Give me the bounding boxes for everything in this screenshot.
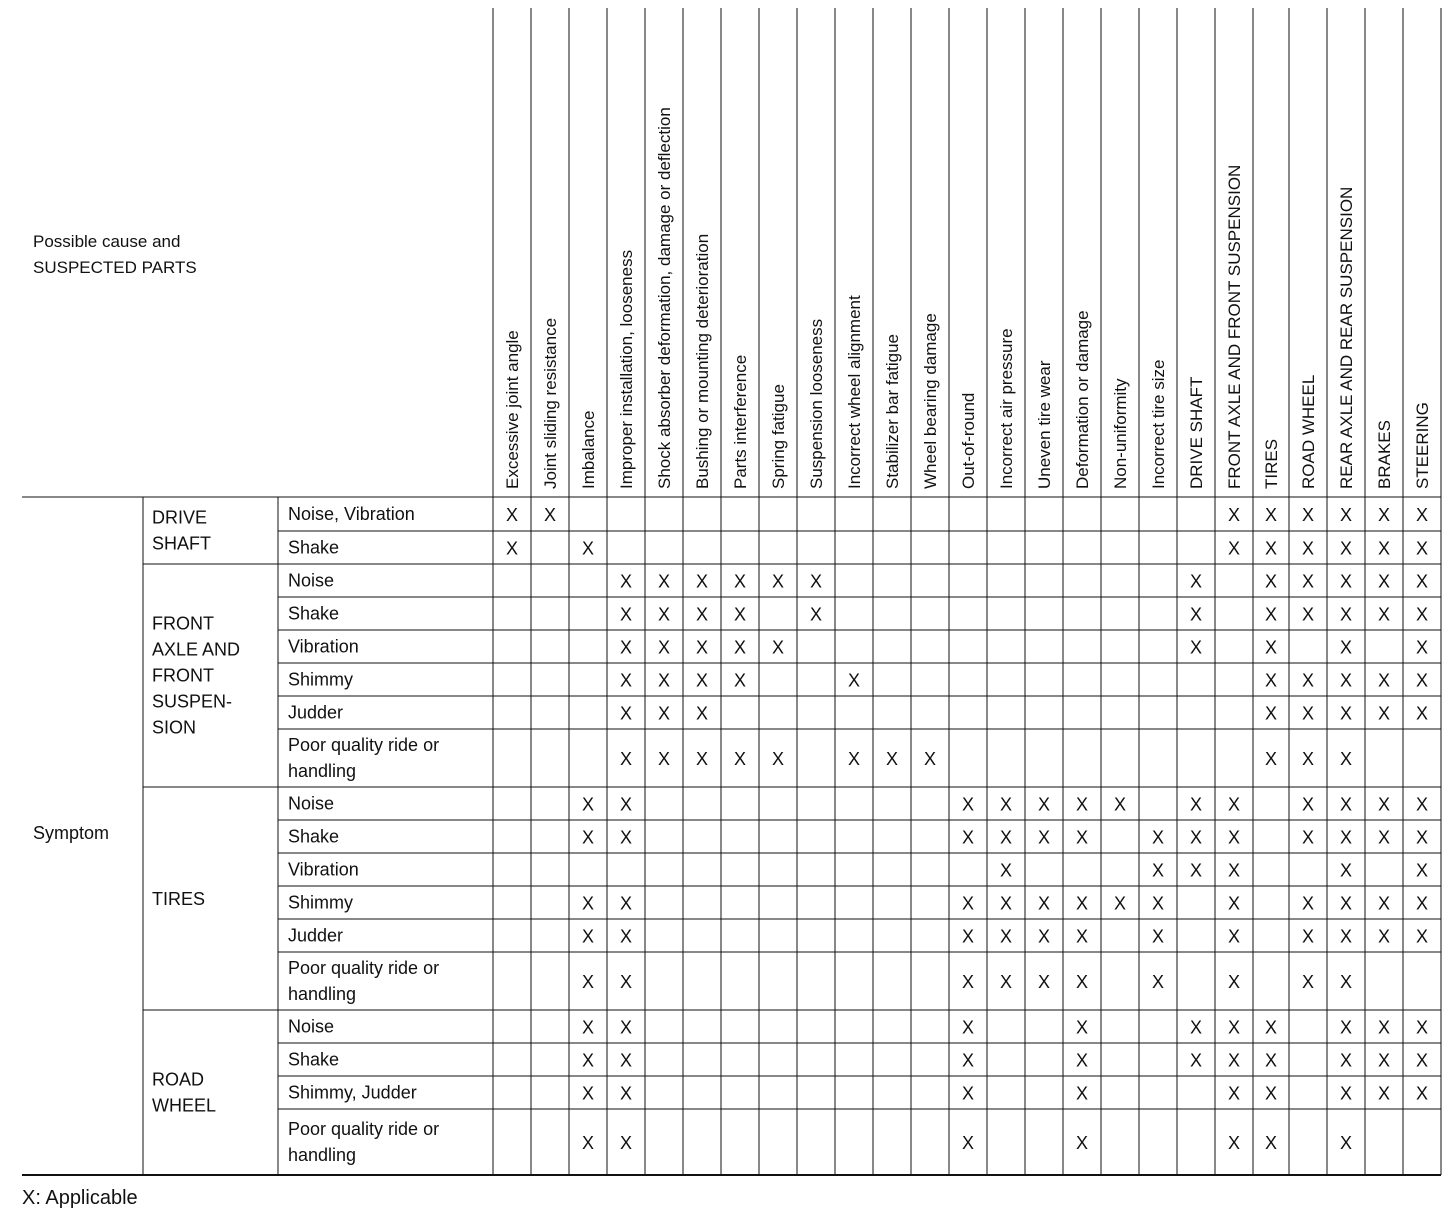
symptom-label: Noise [288,1016,335,1037]
applicable-mark: X [1227,1050,1241,1071]
applicable-mark: X [1227,972,1241,992]
applicable-mark: X [961,1083,975,1104]
applicable-mark: X [1415,505,1429,525]
applicable-mark: X [1189,1017,1203,1038]
applicable-mark: X [1227,1017,1241,1038]
applicable-mark: X [1227,827,1241,848]
applicable-mark: X [1339,670,1353,691]
column-header: Joint sliding resistance [541,317,560,489]
applicable-mark: X [1377,1083,1391,1104]
symptom-label: Poor quality ride or [288,735,440,755]
category-label: WHEEL [152,1095,217,1116]
applicable-mark: X [1151,926,1165,947]
applicable-mark: X [695,749,709,769]
category-label: SHAFT [152,533,212,554]
symptom-label: handling [288,761,357,781]
applicable-mark: X [581,827,595,848]
applicable-mark: X [1264,1017,1278,1038]
applicable-mark: X [1189,794,1203,815]
applicable-mark: X [1339,1133,1353,1153]
symptom-label: Vibration [288,636,359,657]
applicable-mark: X [581,926,595,947]
applicable-mark: X [1377,893,1391,914]
applicable-mark: X [1037,794,1051,815]
applicable-mark: X [809,571,823,592]
symptom-label: Poor quality ride or [288,958,440,978]
applicable-mark: X [1301,749,1315,769]
applicable-mark: X [1301,670,1315,691]
applicable-mark: X [581,1133,595,1153]
applicable-mark: X [771,637,785,658]
applicable-mark: X [1415,604,1429,625]
applicable-mark: X [885,749,899,769]
symptom-label: Poor quality ride or [288,1119,440,1139]
applicable-mark: X [1301,604,1315,625]
legend-note: X: Applicable [22,1187,138,1209]
applicable-mark: X [619,926,633,947]
symptom-label: Noise [288,570,335,591]
applicable-mark: X [1227,538,1241,559]
symptom-label: Noise [288,793,335,814]
column-header: Bushing or mounting deterioration [693,233,712,489]
applicable-mark: X [961,1017,975,1038]
column-header: Parts interference [731,354,750,489]
applicable-mark: X [695,670,709,691]
applicable-mark: X [657,670,671,691]
applicable-mark: X [1264,604,1278,625]
applicable-mark: X [1264,1050,1278,1071]
applicable-mark: X [1301,794,1315,815]
applicable-mark: X [619,1050,633,1071]
applicable-mark: X [1189,1050,1203,1071]
applicable-mark: X [657,749,671,769]
symptom-label: Shimmy [288,669,354,690]
applicable-mark: X [1227,1083,1241,1104]
applicable-mark: X [1301,972,1315,992]
applicable-mark: X [657,703,671,724]
applicable-mark: X [1415,703,1429,724]
applicable-mark: X [695,604,709,625]
applicable-mark: X [619,604,633,625]
applicable-mark: X [1189,827,1203,848]
applicable-mark: X [657,604,671,625]
applicable-mark: X [1415,1083,1429,1104]
header-label: SUSPECTED PARTS [33,258,197,277]
applicable-mark: X [961,893,975,914]
applicable-mark: X [733,604,747,625]
applicable-mark: X [1264,637,1278,658]
symptom-label: Shake [288,537,340,558]
applicable-mark: X [1037,926,1051,947]
applicable-mark: X [1075,972,1089,992]
symptom-label: Shake [288,603,340,624]
column-header: TIRES [1262,438,1281,489]
symptom-label: Noise, Vibration [288,504,415,524]
applicable-mark: X [961,926,975,947]
column-header: REAR AXLE AND REAR SUSPENSION [1337,186,1356,489]
applicable-mark: X [1075,794,1089,815]
applicable-mark: X [619,893,633,914]
applicable-mark: X [1264,1133,1278,1153]
applicable-mark: X [1075,926,1089,947]
column-header: Imbalance [579,410,598,489]
applicable-mark: X [1415,1050,1429,1071]
applicable-mark: X [1227,893,1241,914]
column-header: ROAD WHEEL [1299,374,1318,489]
symptom-label: Shake [288,1049,340,1070]
applicable-mark: X [999,893,1013,914]
column-header: Incorrect tire size [1149,359,1168,489]
symptom-label: Shake [288,826,340,847]
applicable-mark: X [543,505,557,525]
category-label: AXLE AND [152,639,241,660]
applicable-mark: X [1037,972,1051,992]
applicable-mark: X [619,637,633,658]
applicable-mark: X [1377,926,1391,947]
applicable-mark: X [961,794,975,815]
symptom-label: Judder [288,925,344,946]
applicable-mark: X [1377,604,1391,625]
applicable-mark: X [657,637,671,658]
applicable-mark: X [1415,827,1429,848]
applicable-mark: X [847,749,861,769]
applicable-mark: X [1075,893,1089,914]
applicable-mark: X [1037,893,1051,914]
applicable-mark: X [1301,538,1315,559]
applicable-mark: X [695,703,709,724]
applicable-mark: X [1377,794,1391,815]
applicable-mark: X [581,794,595,815]
applicable-mark: X [695,637,709,658]
applicable-mark: X [733,571,747,592]
applicable-mark: X [1339,860,1353,881]
applicable-mark: X [1339,505,1353,525]
column-header: STEERING [1413,402,1432,489]
applicable-mark: X [923,749,937,769]
applicable-mark: X [1189,637,1203,658]
column-header: Spring fatigue [769,384,788,489]
column-header: BRAKES [1375,420,1394,489]
applicable-mark: X [581,538,595,559]
applicable-mark: X [1415,538,1429,559]
applicable-mark: X [619,703,633,724]
applicable-mark: X [657,571,671,592]
applicable-mark: X [1113,794,1127,815]
applicable-mark: X [1339,538,1353,559]
applicable-mark: X [505,505,519,525]
applicable-mark: X [961,1133,975,1153]
applicable-mark: X [1151,893,1165,914]
applicable-mark: X [771,749,785,769]
applicable-mark: X [1301,893,1315,914]
column-header: Suspension looseness [807,318,826,489]
applicable-mark: X [581,893,595,914]
applicable-mark: X [581,972,595,992]
symptom-label: Shimmy, Judder [288,1082,417,1103]
symptom-label: Judder [288,702,344,723]
applicable-mark: X [619,1017,633,1038]
applicable-mark: X [733,749,747,769]
applicable-mark: X [1339,1083,1353,1104]
column-header: Deformation or damage [1073,310,1092,489]
column-header: Incorrect wheel alignment [845,295,864,489]
category-label: SUSPEN- [152,691,233,712]
applicable-mark: X [1415,860,1429,881]
applicable-mark: X [1301,827,1315,848]
applicable-mark: X [619,827,633,848]
applicable-mark: X [1339,749,1353,769]
applicable-mark: X [581,1050,595,1071]
applicable-mark: X [1339,571,1353,592]
applicable-mark: X [695,571,709,592]
applicable-mark: X [1189,604,1203,625]
applicable-mark: X [1377,827,1391,848]
applicable-mark: X [999,794,1013,815]
applicable-mark: X [1264,670,1278,691]
column-header: Excessive joint angle [503,330,522,489]
applicable-mark: X [1301,571,1315,592]
applicable-mark: X [1377,505,1391,525]
applicable-mark: X [1227,926,1241,947]
applicable-mark: X [1301,703,1315,724]
applicable-mark: X [1339,893,1353,914]
applicable-mark: X [1189,860,1203,881]
applicable-mark: X [1415,1017,1429,1038]
category-label: TIRES [152,889,206,909]
column-header: FRONT AXLE AND FRONT SUSPENSION [1225,164,1244,489]
column-header: Incorrect air pressure [997,328,1016,489]
category-label: FRONT [152,613,214,634]
column-header: Uneven tire wear [1035,360,1054,489]
applicable-mark: X [1377,571,1391,592]
row-label-symptom: Symptom [33,823,110,843]
applicable-mark: X [1264,703,1278,724]
applicable-mark: X [1339,604,1353,625]
applicable-mark: X [999,827,1013,848]
applicable-mark: X [1189,571,1203,592]
applicable-mark: X [961,1050,975,1071]
applicable-mark: X [999,926,1013,947]
applicable-mark: X [1339,1050,1353,1071]
applicable-mark: X [619,794,633,815]
applicable-mark: X [1264,571,1278,592]
symptom-label: Shimmy [288,892,354,913]
applicable-mark: X [1415,794,1429,815]
applicable-mark: X [1377,670,1391,691]
applicable-mark: X [1377,1017,1391,1038]
applicable-mark: X [1339,703,1353,724]
symptom-label: handling [288,984,357,1004]
applicable-mark: X [619,972,633,992]
applicable-mark: X [961,972,975,992]
header-label: Possible cause and [33,232,181,251]
column-header: Wheel bearing damage [921,313,940,489]
applicable-mark: X [1415,637,1429,658]
applicable-mark: X [1339,637,1353,658]
applicable-mark: X [1415,893,1429,914]
applicable-mark: X [1377,1050,1391,1071]
applicable-mark: X [1301,926,1315,947]
applicable-mark: X [1113,893,1127,914]
column-header: Non-uniformity [1111,378,1130,489]
applicable-mark: X [1339,926,1353,947]
applicable-mark: X [1415,670,1429,691]
applicable-mark: X [733,670,747,691]
symptom-label: Vibration [288,859,359,880]
applicable-mark: X [1415,571,1429,592]
applicable-mark: X [1339,794,1353,815]
applicable-mark: X [1415,926,1429,947]
column-header: Out-of-round [959,392,978,489]
applicable-mark: X [619,1133,633,1153]
applicable-mark: X [581,1017,595,1038]
applicable-mark: X [1151,860,1165,881]
applicable-mark: X [1075,1050,1089,1071]
applicable-mark: X [1227,1133,1241,1153]
applicable-mark: X [1227,794,1241,815]
applicable-mark: X [1227,860,1241,881]
applicable-mark: X [999,972,1013,992]
applicable-mark: X [961,827,975,848]
applicable-mark: X [771,571,785,592]
applicable-mark: X [1339,1017,1353,1038]
applicable-mark: X [581,1083,595,1104]
applicable-mark: X [1075,1083,1089,1104]
category-label: DRIVE [152,507,208,528]
applicable-mark: X [619,571,633,592]
applicable-mark: X [1264,505,1278,525]
applicable-mark: X [809,604,823,625]
applicable-mark: X [1075,827,1089,848]
applicable-mark: X [1075,1133,1089,1153]
applicable-mark: X [1075,1017,1089,1038]
applicable-mark: X [1377,703,1391,724]
applicable-mark: X [1339,827,1353,848]
applicable-mark: X [1377,538,1391,559]
category-label: SION [152,717,197,738]
applicable-mark: X [1301,505,1315,525]
applicable-mark: X [1264,1083,1278,1104]
applicable-mark: X [733,637,747,658]
column-header: DRIVE SHAFT [1187,376,1206,489]
applicable-mark: X [1264,749,1278,769]
applicable-mark: X [619,670,633,691]
applicable-mark: X [1339,972,1353,992]
applicable-mark: X [619,1083,633,1104]
applicable-mark: X [619,749,633,769]
column-header: Stabilizer bar fatigue [883,334,902,489]
category-label: FRONT [152,665,214,686]
applicable-mark: X [1151,972,1165,992]
applicable-mark: X [505,538,519,559]
applicable-mark: X [1151,827,1165,848]
applicable-mark: X [1227,505,1241,525]
symptom-label: handling [288,1145,357,1165]
applicable-mark: X [999,860,1013,881]
category-label: ROAD [152,1069,205,1090]
column-header: Shock absorber deformation, damage or deflection [655,107,674,489]
applicable-mark: X [1264,538,1278,559]
applicable-mark: X [1037,827,1051,848]
applicable-mark: X [847,670,861,691]
column-header: Improper installation, looseness [617,249,636,489]
